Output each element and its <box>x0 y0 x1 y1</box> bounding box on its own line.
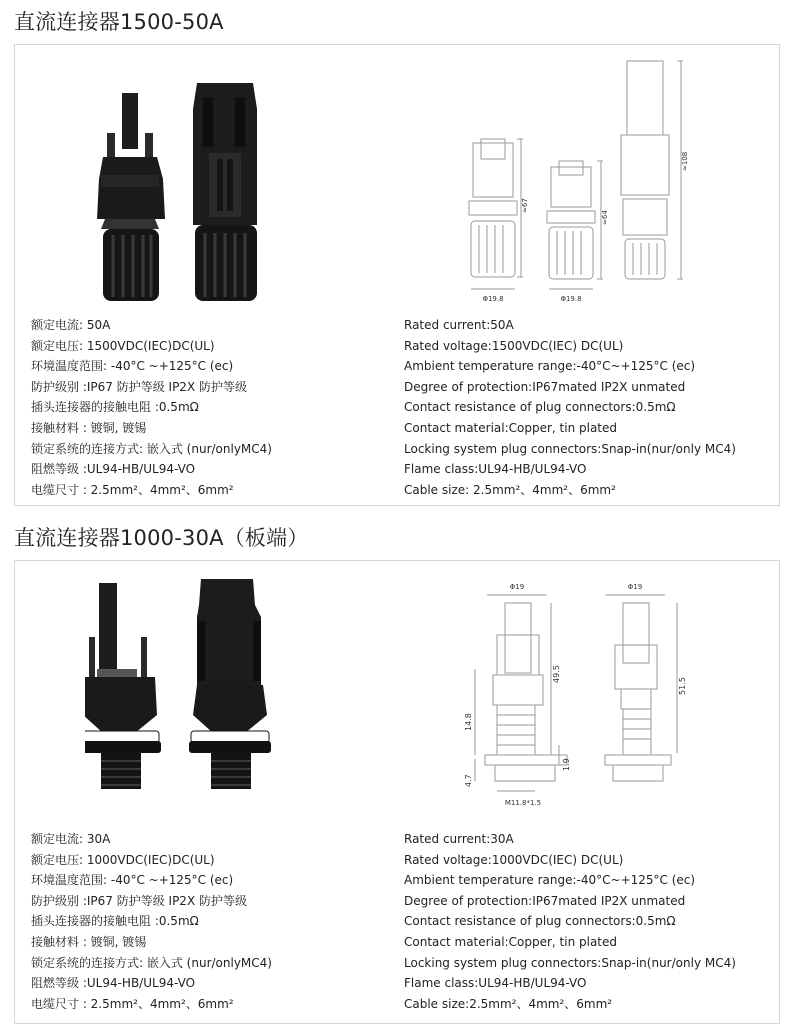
height-label-4-7: 4.7 <box>464 774 473 787</box>
technical-drawing <box>455 565 725 833</box>
spec-cn-line: 接触材料 : 镀铜, 镀锡 <box>31 420 147 435</box>
diameter-label-1: Φ19.8 <box>482 295 504 303</box>
specs-english <box>404 315 736 500</box>
spec-en-line: Degree of protection:IP67mated IP2X unmated <box>404 893 686 908</box>
spec-en-line: Ambient temperature range:-40°C~+125°C (ec) <box>404 359 696 374</box>
spec-cn-line: 额定电压: 1000VDC(IEC)DC(UL) <box>31 852 215 867</box>
product-panel-1500-50a <box>14 44 780 506</box>
height-label-2: ≈64 <box>601 210 609 225</box>
technical-drawing <box>455 49 725 317</box>
height-label-51-5: 51.5 <box>678 677 687 695</box>
spec-cn-line: 防护级别 :IP67 防护等级 IP2X 防护等级 <box>31 379 247 394</box>
spec-cn-line: 额定电流: 30A <box>31 832 111 846</box>
thread-label: M11.8*1.5 <box>504 799 542 807</box>
spec-en-line: Ambient temperature range:-40°C~+125°C (ec) <box>404 873 696 888</box>
spec-en-line: Contact material:Copper, tin plated <box>404 934 617 949</box>
spec-en-line: Degree of protection:IP67mated IP2X unmated <box>404 379 686 394</box>
spec-en-line: Contact resistance of plug connectors:0.5mΩ <box>404 914 676 929</box>
spec-cn-line: 锁定系统的连接方式: 嵌入式 (nur/onlyMC4) <box>31 441 272 456</box>
spec-en-line: Rated current:30A <box>404 832 514 846</box>
spec-cn-line: 额定电压: 1500VDC(IEC)DC(UL) <box>31 338 215 353</box>
spec-en-line: Contact resistance of plug connectors:0.5mΩ <box>404 400 676 415</box>
spec-cn-line: 环境温度范围: -40°C ~+125°C (ec) <box>31 359 234 374</box>
spec-en-line: Rated voltage:1000VDC(IEC) DC(UL) <box>404 852 624 867</box>
spec-cn-line: 防护级别 :IP67 防护等级 IP2X 防护等级 <box>31 893 247 908</box>
height-label-14-8: 14.8 <box>464 713 473 731</box>
dimension-drawing <box>455 49 725 317</box>
specs-chinese <box>31 829 272 1014</box>
section-title-1500-50a: 直流连接器1500-50A <box>14 10 224 34</box>
diameter-label-2: Φ19 <box>627 583 643 591</box>
spec-cn-line: 锁定系统的连接方式: 嵌入式 (nur/onlyMC4) <box>31 955 272 970</box>
spec-cn-line: 插头连接器的接触电阻 :0.5mΩ <box>31 914 199 929</box>
spec-en-line: Flame class:UL94-HB/UL94-VO <box>404 462 587 477</box>
product-panel-1000-30a <box>14 560 780 1024</box>
spec-cn-line: 电缆尺寸 : 2.5mm²、4mm²、6mm² <box>31 996 234 1011</box>
spec-en-line: Flame class:UL94-HB/UL94-VO <box>404 976 587 991</box>
spec-cn-line: 阻燃等级 :UL94-HB/UL94-VO <box>31 462 196 477</box>
dimension-drawing <box>455 565 725 833</box>
spec-en-line: Locking system plug connectors:Snap-in(nur/only MC4) <box>404 441 736 456</box>
specs-english <box>404 829 736 1014</box>
connector-photo <box>85 565 315 833</box>
spec-cn-line: 接触材料 : 镀铜, 镀锡 <box>31 934 147 949</box>
spec-cn-line: 额定电流: 50A <box>31 318 111 332</box>
spec-en-line: Rated current:50A <box>404 318 514 332</box>
spec-cn-line: 环境温度范围: -40°C ~+125°C (ec) <box>31 873 234 888</box>
diameter-label-2: Φ19.8 <box>560 295 582 303</box>
spec-cn-line: 电缆尺寸 : 2.5mm²、4mm²、6mm² <box>31 482 234 497</box>
specs-chinese <box>31 315 272 500</box>
section-title-1000-30a: 直流连接器1000-30A（板端） <box>14 526 309 550</box>
spec-en-line: Contact material:Copper, tin plated <box>404 420 617 435</box>
spec-cn-line: 阻燃等级 :UL94-HB/UL94-VO <box>31 976 196 991</box>
mc4-connector-pair-image <box>85 49 315 317</box>
panel-mount-connector-image <box>85 565 315 833</box>
height-label-49-5: 49.5 <box>552 665 561 683</box>
spec-en-line: Locking system plug connectors:Snap-in(nur/only MC4) <box>404 955 736 970</box>
diameter-label-1: Φ19 <box>509 583 525 591</box>
height-label-3: ≈108 <box>681 151 689 171</box>
spec-en-line: Cable size: 2.5mm²、4mm²、6mm² <box>404 482 616 497</box>
height-label-1-9: 1.9 <box>562 758 571 771</box>
height-label-1: ≈67 <box>521 198 529 213</box>
spec-en-line: Rated voltage:1500VDC(IEC) DC(UL) <box>404 338 624 353</box>
spec-en-line: Cable size:2.5mm²、4mm²、6mm² <box>404 996 613 1011</box>
spec-cn-line: 插头连接器的接触电阻 :0.5mΩ <box>31 400 199 415</box>
connector-photo <box>85 49 315 317</box>
